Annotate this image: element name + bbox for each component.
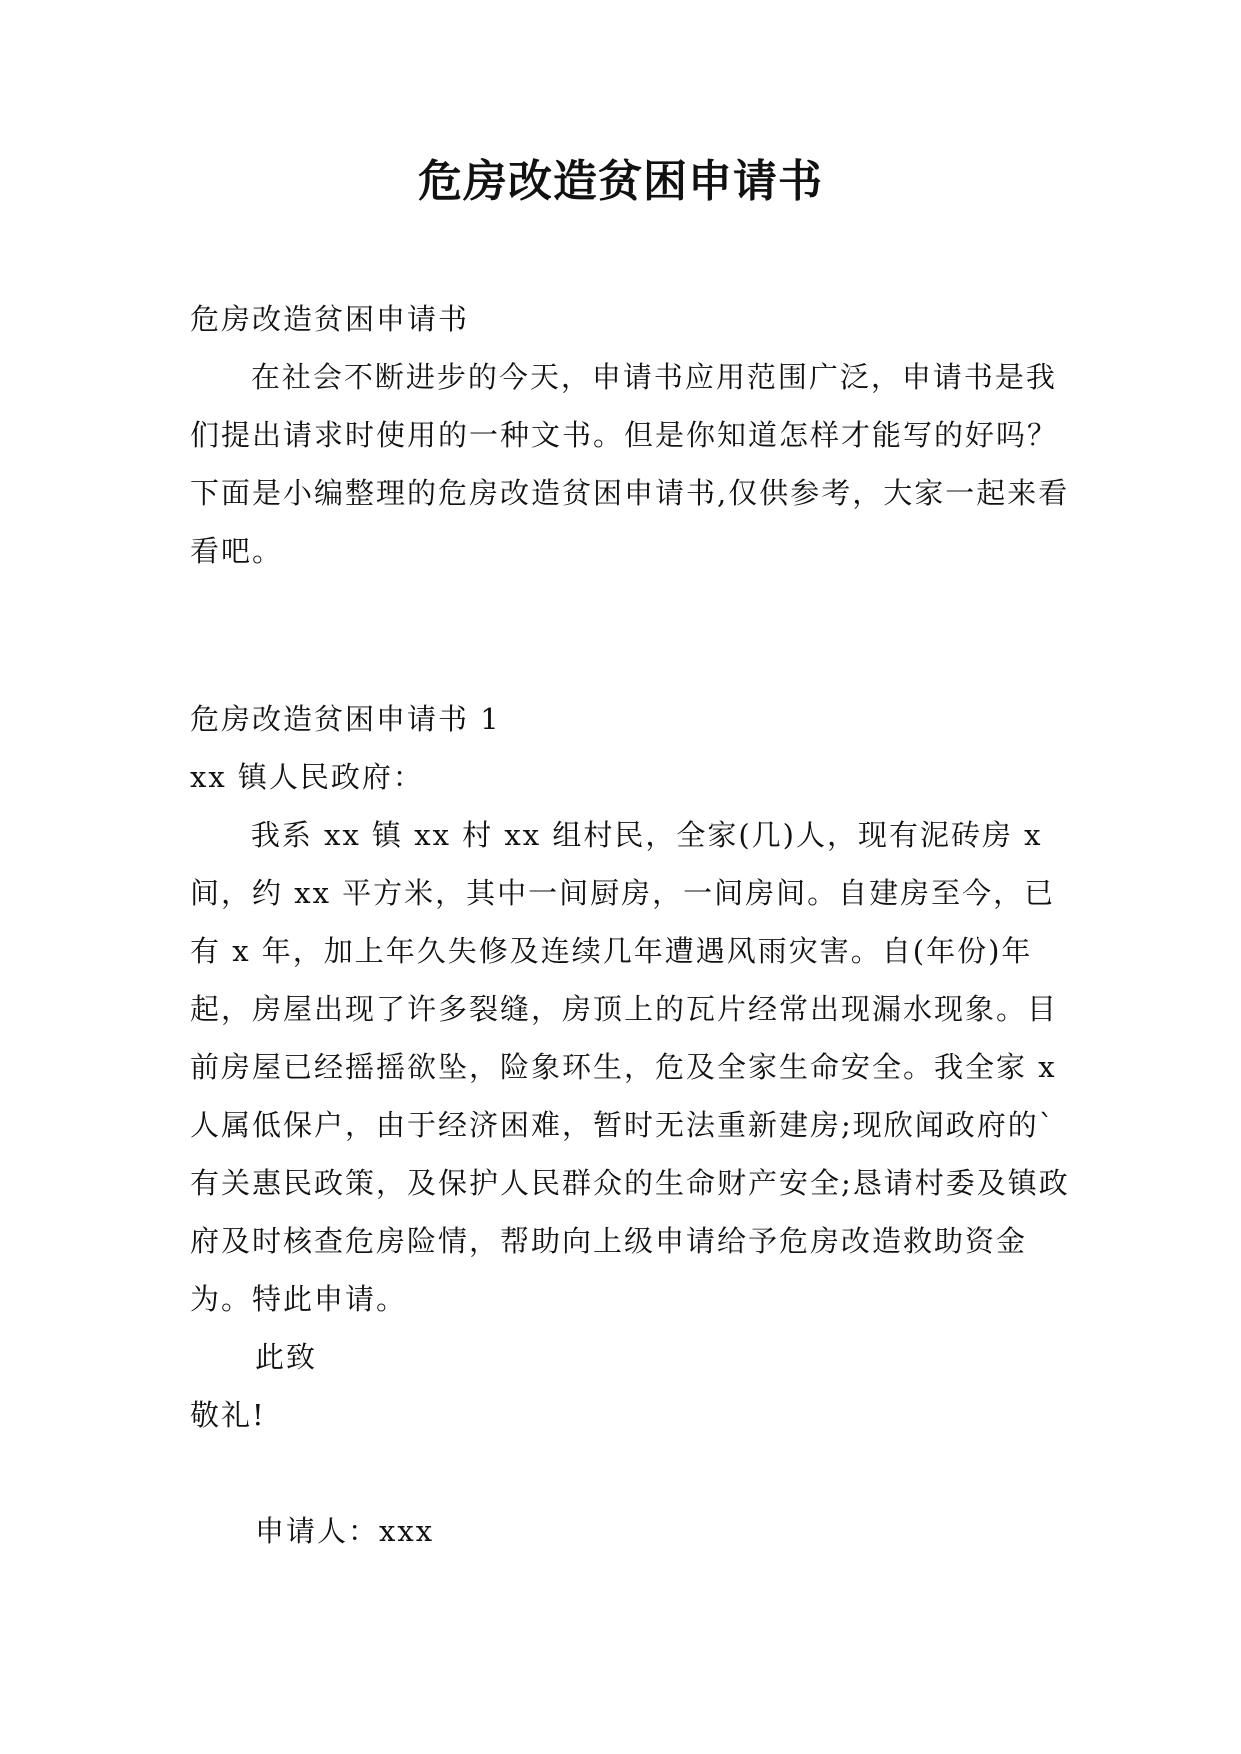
letter-section [190,690,1070,1560]
intro-section [190,290,1070,580]
letter-closing-cizhi: 此致 [255,1340,318,1374]
intro-heading: 危房改造贫困申请书 [190,302,470,336]
letter-addressee: xx 镇人民政府： [190,760,424,794]
letter-signature: 申请人：xxx [255,1514,435,1548]
intro-paragraph: 在社会不断进步的今天，申请书应用范围广泛，申请书是我们提出请求时使用的一种文书。但是你知道怎样才能写的好吗？下面是小编整理的危房改造贫困申请书,仅供参考，大家一起来看看吧。 [190,360,1070,568]
letter-body: 我系 xx 镇 xx 村 xx 组村民，全家(几)人，现有泥砖房 x 间，约 xx 平方米，其中一间厨房，一间房间。自建房至今，已有 x 年，加上年久失修及连续几年遭遇风雨灾害。自(年份)年起，房屋出现了许多裂缝，房顶上的瓦片经常出现漏水现象。目前房屋已经摇摇欲坠，险象环生，危及全家生命安全。我全家 x 人属低保户，由于经济困难，暂时无法重新建房;现欣闻政府的`有关惠民政策，及保护人民群众的生命财产安全;恳请村委及镇政府及时核查危房险情，帮助向上级申请给予危房改造救助资金为。特此申请。 [190,818,1070,1316]
spacer [190,1444,1070,1502]
letter-closing-jingli: 敬礼! [190,1398,266,1432]
letter-heading: 危房改造贫困申请书 1 [190,702,501,736]
document-title: 危房改造贫困申请书 [418,156,823,207]
